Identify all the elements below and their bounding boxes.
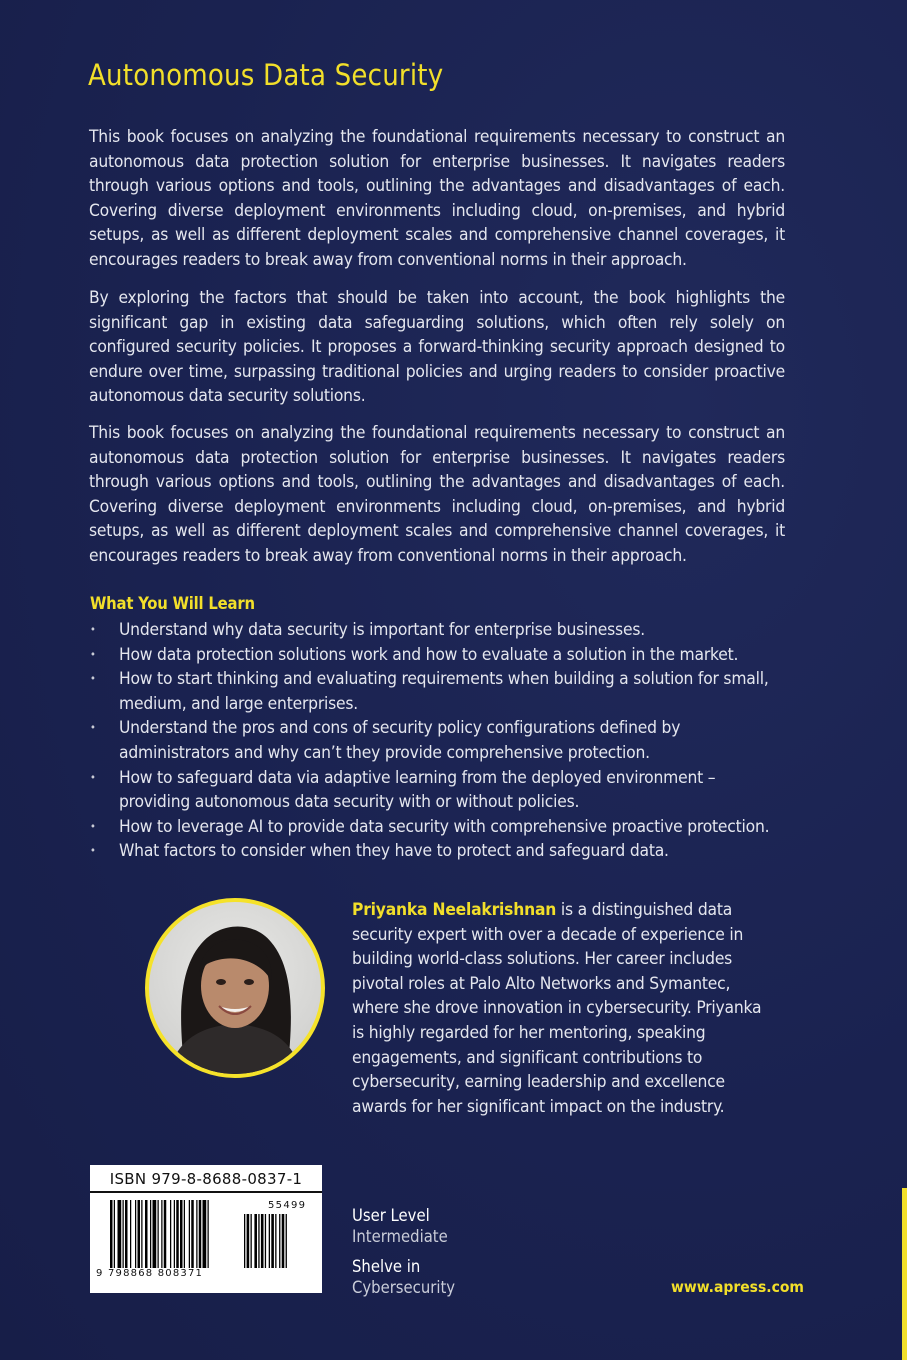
author-name: Priyanka Neelakrishnan: [352, 900, 557, 920]
barcode-bar: [208, 1200, 209, 1268]
author-bio-text: is a distinguished data security expert with over a decade of experience in building world-class solutions. Her career includes pivotal roles at Palo Alto Networks and Symantec, where she drove innovation in cybersecurity. Priyanka is highly regarded for her mentoring, speaking engagements, and significant contributions to cybersecurity, earning leadership and excellence awards for her significant impact on the industry.: [352, 900, 762, 1117]
barcode-bar: [118, 1200, 122, 1268]
ean-digits: 9 798868 808371: [96, 1268, 204, 1279]
barcode: [90, 1165, 322, 1293]
barcode-bar: [196, 1200, 197, 1268]
barcode-bar: [275, 1214, 276, 1268]
list-item-text: Understand the pros and cons of security policy configurations defined by administrators and why can’t they provide comprehensive protection.: [119, 718, 681, 763]
author-bio: [352, 898, 772, 1119]
barcode-bar: [176, 1200, 179, 1268]
list-item-text: How data protection solutions work and how to evaluate a solution in the market.: [119, 644, 739, 665]
barcode-bar: [153, 1200, 157, 1268]
learn-list: [90, 618, 790, 864]
list-item: [90, 667, 790, 716]
author-portrait-icon: [149, 902, 321, 1074]
barcode-bar: [123, 1200, 124, 1268]
barcode-bar: [286, 1214, 287, 1268]
barcode-bar: [184, 1200, 185, 1268]
barcode-bar: [199, 1200, 202, 1268]
barcode-bar: [251, 1214, 252, 1268]
price-digits: 55499: [268, 1200, 307, 1211]
barcode-bar: [189, 1200, 190, 1268]
barcode-bar: [265, 1214, 266, 1268]
book-title: Autonomous Data Security: [88, 58, 444, 92]
barcode-bar: [130, 1200, 131, 1268]
barcode-bar: [150, 1200, 151, 1268]
shelve-label: Shelve in: [352, 1257, 421, 1276]
spine-strip: [902, 1188, 907, 1360]
barcode-bar: [269, 1214, 270, 1268]
description-paragraph-1: This book focuses on analyzing the foundational requirements necessary to construct an autonomous data protection solution for enterprise businesses. It navigates readers through various options and tools, outlining the advantages and disadvantages of each. Covering diverse deployment environments including cloud, on-premises, and hybrid setups, as well as different deployment scales and comprehensive channel coverages, it encourages readers to break away from conventional norms in their approach.: [89, 127, 785, 270]
list-item-text: How to start thinking and evaluating requirements when building a solution for small, medium, and large enterprises.: [119, 669, 769, 714]
barcode-bar: [258, 1214, 259, 1268]
bullet-icon: •: [90, 819, 96, 833]
list-item: [90, 766, 790, 815]
list-item-text: What factors to consider when they have to protect and safeguard data.: [119, 841, 669, 862]
learn-heading: What You Will Learn: [90, 594, 255, 613]
barcode-bar: [138, 1200, 141, 1268]
shelve-value: Cybersecurity: [352, 1278, 456, 1297]
barcode-bar: [110, 1200, 113, 1268]
list-item-text: How to safeguard data via adaptive learning from the deployed environment – providing autonomous data security with or without policies.: [119, 767, 716, 813]
list-item-text: Understand why data security is important for enterprise businesses.: [119, 620, 645, 640]
bullet-icon: •: [90, 647, 96, 661]
list-item: [90, 716, 790, 765]
bullet-icon: •: [90, 672, 96, 686]
user-level-label: User Level: [352, 1206, 430, 1225]
barcode-bar: [254, 1214, 257, 1268]
list-item: [90, 815, 790, 840]
isbn-number: ISBN 979-8-8688-0837-1: [90, 1165, 322, 1193]
barcode-bar: [244, 1214, 245, 1268]
bullet-icon: •: [90, 844, 96, 858]
bullet-icon: •: [90, 623, 96, 636]
barcode-bar: [170, 1200, 171, 1268]
barcode-bar: [141, 1200, 142, 1268]
bullet-icon: •: [90, 721, 96, 735]
barcode-bar: [135, 1200, 136, 1268]
barcode-bar: [180, 1200, 183, 1268]
barcode-bar: [174, 1200, 175, 1268]
barcode-bar: [282, 1214, 285, 1268]
author-photo: [145, 898, 325, 1078]
barcode-bar: [125, 1200, 128, 1268]
barcode-bar: [145, 1200, 148, 1268]
barcode-bar: [158, 1200, 159, 1268]
barcode-bar: [161, 1200, 162, 1268]
list-item: [90, 839, 790, 864]
list-item: [90, 618, 790, 643]
barcode-bar: [247, 1214, 250, 1268]
publisher-url[interactable]: www.apress.com: [671, 1278, 804, 1296]
barcode-bar: [271, 1214, 274, 1268]
description-paragraph-3: This book focuses on analyzing the foundational requirements necessary to construct an autonomous data protection solution for enterprise businesses. It navigates readers through various options and tools, outlining the advantages and disadvantages of each. Covering diverse deployment environments including cloud, on-premises, and hybrid setups, as well as different deployment scales and comprehensive channel coverages, it encourages readers to break away from conventional norms in their approach.: [89, 423, 785, 566]
barcode-bar: [203, 1200, 207, 1268]
bullet-icon: •: [90, 770, 96, 784]
list-item-text: How to leverage AI to provide data security with comprehensive proactive protection.: [119, 816, 770, 837]
list-item: [90, 643, 790, 668]
user-level-value: Intermediate: [352, 1227, 448, 1246]
barcode-bar: [279, 1214, 280, 1268]
barcode-bar: [164, 1200, 167, 1268]
description-paragraph-2: By exploring the factors that should be taken into account, the book highlights the significant gap in existing data safeguarding solutions, which often rely solely on configured security policies. It proposes a forward-thinking security approach designed to endure over time, surpassing traditional policies and urging readers to consider proactive autonomous data security solutions.: [89, 288, 785, 407]
barcode-bar: [261, 1214, 264, 1268]
barcode-bar: [114, 1200, 115, 1268]
barcode-bar: [191, 1200, 194, 1268]
